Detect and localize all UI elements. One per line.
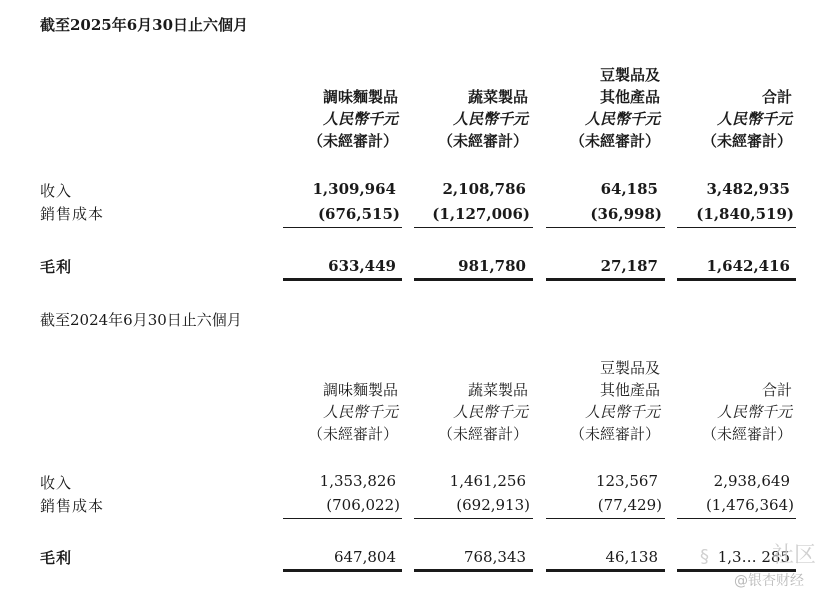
- cell: 1,353,826: [319, 472, 396, 490]
- section-title-2025: 截至2025年6月30日止六個月: [40, 16, 249, 34]
- cell: (1,840,519): [696, 205, 794, 223]
- subtotal-rule: [677, 518, 796, 519]
- row-label-gross-profit-2025: 毛利: [40, 258, 73, 276]
- total-rule: [546, 278, 665, 281]
- col-header-total-2024: 合計 人民幣千元 （未經審計）: [701, 381, 792, 443]
- cell: 981,780: [458, 257, 526, 275]
- watermark-handle: @银杏财经: [734, 573, 804, 589]
- cell: (706,022): [326, 496, 400, 514]
- subtotal-rule: [283, 518, 402, 519]
- cell: 1,642,416: [706, 257, 790, 275]
- cell: 768,343: [463, 548, 526, 566]
- cell: 647,804: [333, 548, 396, 566]
- col-header-vegetable-2024: 蔬菜製品 人民幣千元 （未經審計）: [437, 381, 528, 443]
- cell: 64,185: [600, 180, 658, 198]
- row-label-cost-2024: 銷售成本: [40, 497, 105, 515]
- subtotal-rule: [677, 227, 796, 228]
- total-rule: [414, 278, 533, 281]
- cell: (1,476,364): [705, 496, 794, 514]
- total-rule: [414, 569, 533, 572]
- subtotal-rule: [414, 518, 533, 519]
- col-header-bean-2025: 豆製品及 其他產品 人民幣千元 （未經審計）: [569, 66, 660, 150]
- cell: 1,461,256: [449, 472, 526, 490]
- row-label-gross-profit-2024: 毛利: [40, 549, 73, 567]
- swirl-icon: §: [700, 546, 709, 567]
- cell: 633,449: [328, 257, 396, 275]
- cell: (692,913): [456, 496, 530, 514]
- cell: 46,138: [605, 548, 658, 566]
- row-label-cost-2025: 銷售成本: [40, 205, 105, 223]
- cell: 1,309,964: [312, 180, 396, 198]
- total-rule: [283, 569, 402, 572]
- subtotal-rule: [546, 518, 665, 519]
- cell: (36,998): [590, 205, 662, 223]
- row-label-revenue-2025: 收入: [40, 182, 73, 200]
- cell: 123,567: [595, 472, 658, 490]
- total-rule: [677, 278, 796, 281]
- cell: 2,108,786: [442, 180, 526, 198]
- total-rule: [283, 278, 402, 281]
- row-label-revenue-2024: 收入: [40, 474, 73, 492]
- section-title-2024: 截至2024年6月30日止六個月: [40, 311, 242, 329]
- total-rule: [546, 569, 665, 572]
- cell: 1,3… 285: [717, 548, 790, 566]
- cell: 3,482,935: [706, 180, 790, 198]
- col-header-total-2025: 合計 人民幣千元 （未經審計）: [701, 88, 792, 150]
- col-header-vegetable-2025: 蔬菜製品 人民幣千元 （未經審計）: [437, 88, 528, 150]
- col-header-bean-2024: 豆製品及 其他產品 人民幣千元 （未經審計）: [569, 359, 660, 443]
- cell: (676,515): [317, 205, 400, 223]
- subtotal-rule: [546, 227, 665, 228]
- cell: 27,187: [600, 257, 658, 275]
- cell: 2,938,649: [713, 472, 790, 490]
- subtotal-rule: [283, 227, 402, 228]
- watermark-logo: § 社区: [700, 543, 817, 568]
- cell: (1,127,006): [432, 205, 530, 223]
- subtotal-rule: [414, 227, 533, 228]
- cell: (77,429): [597, 496, 662, 514]
- col-header-seasoning-2024: 調味麵製品 人民幣千元 （未經審計）: [307, 381, 398, 443]
- col-header-seasoning-2025: 調味麵製品 人民幣千元 （未經審計）: [307, 88, 398, 150]
